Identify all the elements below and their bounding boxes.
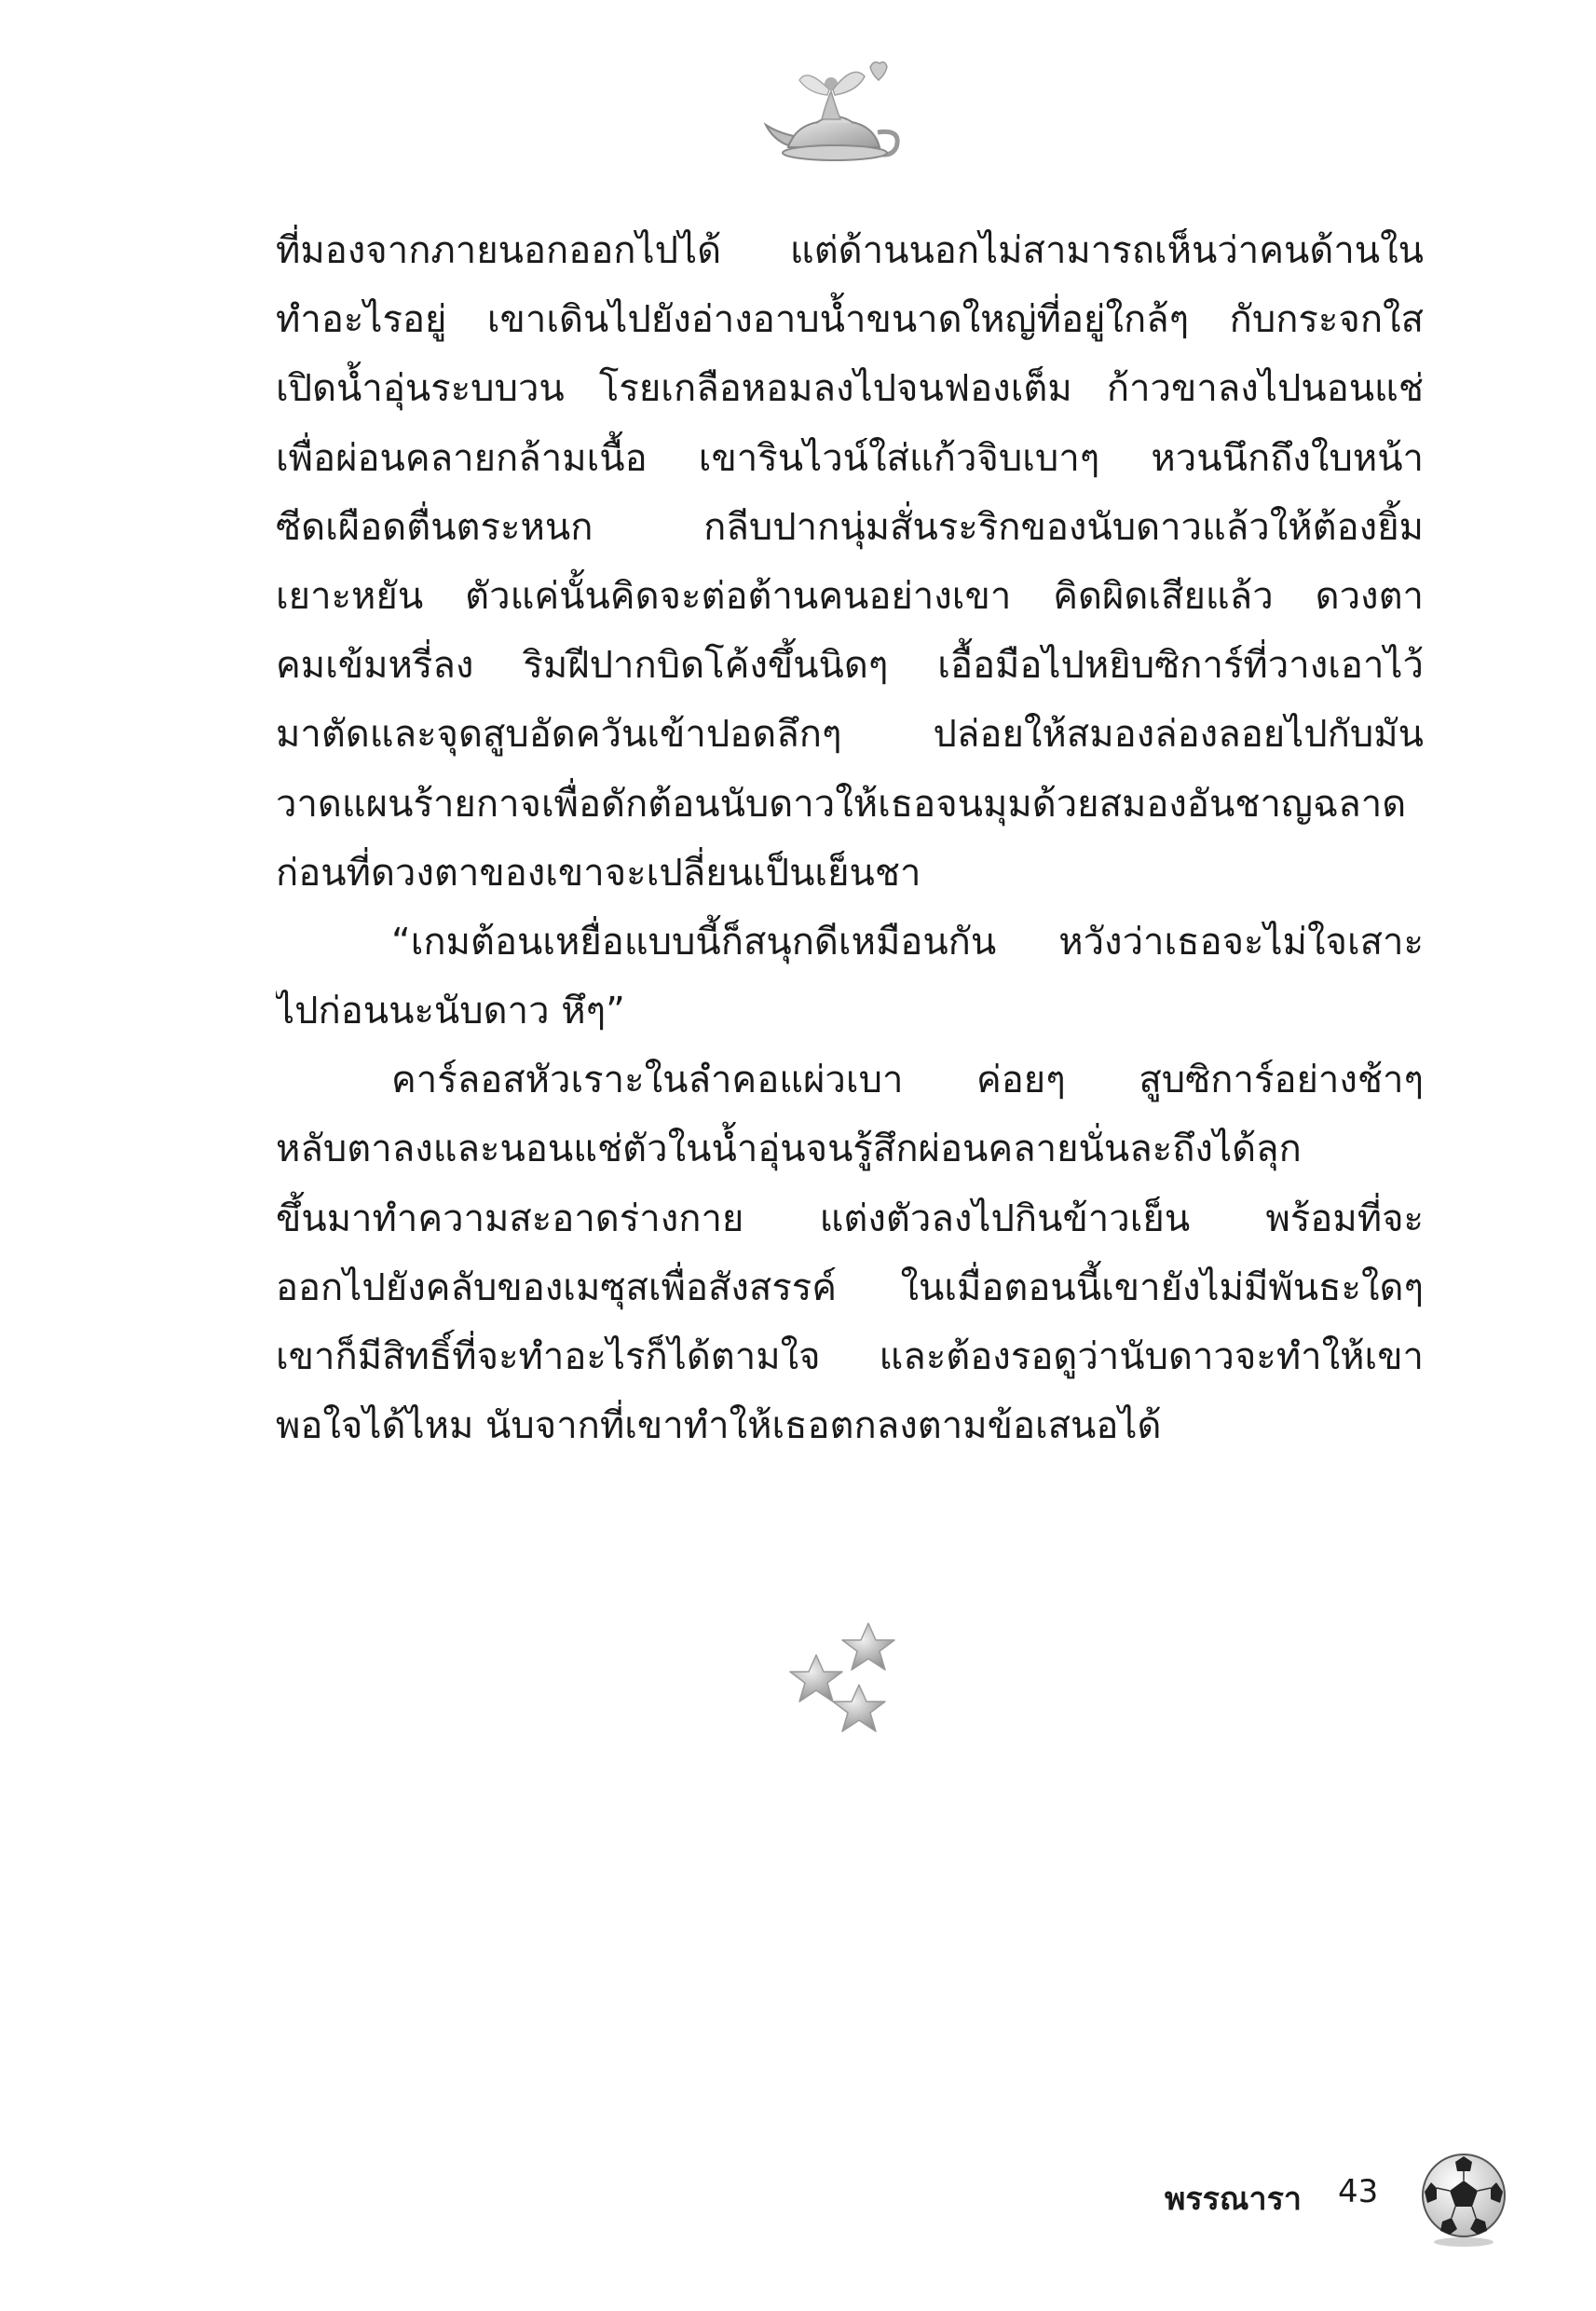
text-line: คาร์ลอสหัวเราะในลำคอแผ่วเบา ค่อยๆ สูบซิการ์อย่างช้าๆ [391,1059,1424,1102]
text-line: ก่อนที่ดวงตาของเขาจะเปลี่ยนเป็นเย็นชา [276,851,921,895]
text-line: ที่มองจากภายนอกออกไปได้ แต่ด้านนอกไม่สามารถเห็นว่าคนด้านใน [276,229,1424,272]
text-line: เขาก็มีสิทธิ์ที่จะทำอะไรก็ได้ตามใจ และต้องรอดูว่านับดาวจะทำให้เขา [276,1335,1424,1378]
text-line: มาตัดและจุดสูบอัดควันเข้าปอดลึกๆ ปล่อยให้สมองล่องลอยไปกับมัน [276,713,1424,757]
page-number: 43 [1338,2173,1379,2210]
book-title: พรรณารา [1165,2181,1302,2218]
stars-icon [783,1620,913,1741]
text-line: เพื่อผ่อนคลายกล้ามเนื้อ เขารินไวน์ใส่แก้วจิบเบาๆ หวนนึกถึงใบหน้า [276,436,1424,480]
text-line: ขึ้นมาทำความสะอาดร่างกาย แต่งตัวลงไปกินข้าวเย็น พร้อมที่จะ [276,1197,1424,1240]
text-line: วาดแผนร้ายกาจเพื่อดักต้อนนับดาวให้เธอจนมุมด้วยสมองอันชาญฉลาด [276,782,1407,826]
text-line: เปิดน้ำอุ่นระบบวน โรยเกลือหอมลงไปจนฟองเต็ม ก้าวขาลงไปนอนแช่ [276,367,1424,411]
page-footer [1146,2143,1537,2255]
text-line: “เกมต้อนเหยื่อแบบนี้ก็สนุกดีเหมือนกัน หวังว่าเธอจะไม่ใจเสาะ [391,920,1424,964]
soccer-ball-icon [1412,2147,1515,2249]
text-line: เยาะหยัน ตัวแค่นั้นคิดจะต่อต้านคนอย่างเขา คิดผิดเสียแล้ว ดวงตา [276,574,1424,618]
text-line: คมเข้มหรี่ลง ริมฝีปากบิดโค้งขึ้นนิดๆ เอื้อมือไปหยิบซิการ์ที่วางเอาไว้ [276,644,1424,688]
text-line: พอใจได้ไหม นับจากที่เขาทำให้เธอตกลงตามข้อเสนอได้ [276,1404,1162,1448]
text-line: ทำอะไรอยู่ เขาเดินไปยังอ่างอาบน้ำขนาดใหญ่ที่อยู่ใกล้ๆ กับกระจกใส [276,298,1424,342]
text-line: หลับตาลงและนอนแช่ตัวในน้ำอุ่นจนรู้สึกผ่อนคลายนั่นละถึงได้ลุก [276,1128,1302,1171]
text-line: ไปก่อนนะนับดาว หึๆ” [276,990,625,1033]
text-line: ออกไปยังคลับของเมซุสเพื่อสังสรรค์ ในเมื่อตอนนี้เขายังไม่มีพันธะใดๆ [276,1265,1424,1309]
teapot-fairy-icon [760,54,909,175]
body-text [276,216,1424,1460]
text-line: ซีดเผือดตื่นตระหนก กลีบปากนุ่มสั่นระริกของนับดาวแล้วให้ต้องยิ้ม [276,505,1424,549]
